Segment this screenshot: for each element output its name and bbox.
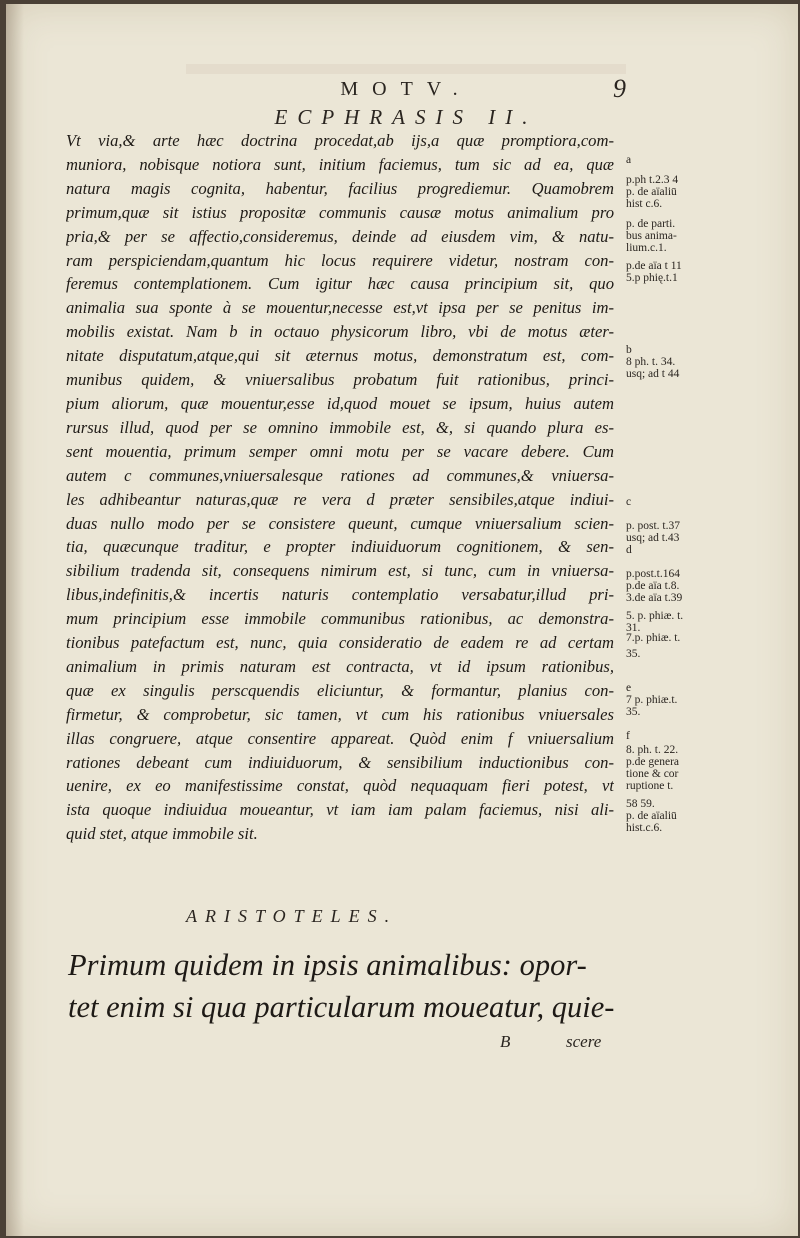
bleed-through-shadow	[186, 64, 626, 74]
text-line: les adhibeantur naturas,quæ re vera d præter sensibiles,atque indiui-	[66, 489, 614, 509]
text-line: animalium in primis naturam est contracta, vt id ipsum rationibus,	[66, 656, 614, 676]
text-line: animalia sua sponte à se mouentur,necesse est,vt ipsa per se penitus im-	[66, 298, 614, 318]
text-line: nitate disputatum,atque,qui sit æternus motus, demonstratum est, com-	[66, 346, 614, 366]
book-page	[6, 4, 798, 1236]
margin-note: a	[626, 154, 632, 166]
margin-note: p. de parti.	[626, 218, 676, 230]
aristotle-quote	[68, 944, 620, 1028]
quote-line: tet enim si qua particularum moueatur, quie-	[68, 990, 615, 1024]
margin-note: p.de aïa t.8.	[626, 580, 680, 592]
margin-note: 31.	[626, 622, 641, 634]
signature-mark: B	[500, 1032, 511, 1051]
aristotle-heading: ARISTOTELES.	[186, 906, 398, 926]
text-line: sibilium tradenda sit, consequens nimirum est, si tunc, cum in vniuersa-	[66, 561, 614, 581]
text-line: tia, quæcunque traditur, e propter indiuiduorum cognitionem, & sen-	[66, 537, 614, 557]
text-line: ram perspiciendam,quantum hic locus requirere videtur, nostram con-	[66, 250, 614, 270]
text-line: pium aliorum, quæ mouentur,esse id,quod mouet se ipsum, huius autem	[66, 393, 614, 413]
margin-note: p.post.t.164	[626, 568, 680, 580]
margin-note: tione & cor	[626, 768, 679, 780]
text-line: muniora, nobisque notiora sunt, initium faciemus, tum sic ad ea, quæ	[66, 154, 614, 174]
text-line: duas nullo modo per se consistere queunt, cumque vniuersalium scien-	[66, 513, 614, 533]
text-line: natura magis cognita, habentur, facilius progrediemur. Quamobrem	[66, 178, 614, 198]
page-header	[186, 74, 626, 130]
margin-note: p. de aïaliū	[626, 810, 677, 822]
margin-note: 5.p phię.t.1	[626, 272, 678, 284]
margin-note: d	[626, 544, 632, 556]
margin-note: 8 ph. t. 34.	[626, 356, 676, 368]
margin-note: lium.c.1.	[626, 242, 667, 254]
commentary-text	[66, 129, 614, 846]
margin-note: 58 59.	[626, 798, 655, 810]
text-line: pria,& per se affectio,consideremus, deinde ad eiusdem vim, & natu-	[66, 226, 614, 246]
margin-note: p.de genera	[626, 756, 679, 768]
margin-note: f	[626, 730, 630, 742]
text-line: mum principium esse immobile communibus rationibus, ac demonstra-	[66, 609, 614, 629]
text-line: munibus quidem, & vniuersalibus probatum fuit rationibus, princi-	[66, 370, 614, 390]
text-line: quid stet, atque immobile sit.	[66, 824, 258, 844]
margin-note: p.ph t.2.3 4	[626, 174, 679, 186]
text-line: firmetur, & comprobetur, sic tamen, vt cum his rationibus vniuersales	[66, 704, 614, 724]
text-line: mobilis existat. Nam b in octauo physicorum libro, vbi de motus æter-	[66, 322, 614, 342]
margin-note: 35.	[626, 648, 641, 660]
page-spine-shadow	[6, 4, 24, 1236]
margin-note: 3.de aïa t.39	[626, 592, 683, 604]
margin-note: usq; ad t 44	[626, 368, 680, 380]
margin-note: e	[626, 682, 632, 694]
text-line: sent mouentia, primum semper omni motu per se vacare debere. Cum	[66, 441, 614, 461]
margin-note: hist.c.6.	[626, 822, 663, 834]
text-line: ista quoque indiuidua moueantur, vt iam iam palam faciemus, nisi ali-	[66, 800, 614, 820]
running-title: MOTV.	[340, 78, 472, 100]
section-title: ECPHRASIS II.	[274, 105, 538, 129]
margin-note: 5. p. phiæ. t.	[626, 610, 684, 622]
text-line: tionibus patefactum est, nunc, quia consideratio de eadem re ad certam	[66, 633, 614, 653]
margin-note: p.de aïa t 11	[626, 260, 682, 272]
margin-note: 7 p. phiæ.t.	[626, 694, 678, 706]
page-number: 9	[613, 74, 626, 103]
margin-note: p. post. t.37	[626, 520, 680, 532]
margin-note: bus anima-	[626, 230, 677, 242]
margin-note: c	[626, 496, 632, 508]
text-line: libus,indefinitis,& incertis naturis contemplatio versabatur,illud pri-	[66, 585, 614, 605]
text-line: feremus contemplationem. Cum igitur hæc causa principium sit, quo	[66, 274, 614, 294]
text-line: primum,quæ sit istius propositæ communis causæ motus animalium pro	[66, 202, 614, 222]
margin-note: 7.p. phiæ. t.	[626, 632, 681, 644]
text-line: illas congruere, atque consentire appareat. Quòd enim f vniuersalium	[66, 728, 614, 748]
text-line: autem c communes,vniuersalesque rationes ad communes,& vniuersa-	[66, 465, 614, 485]
margin-note: usq; ad t.43	[626, 532, 680, 544]
text-line: rursus illud, quod per se omnino immobile est, &, si quando plura es-	[66, 417, 614, 437]
margin-note: 35.	[626, 706, 641, 718]
text-line: uenire, ex eo manifestissime constat, quòd nequaquam fieri potest, vt	[66, 776, 614, 796]
margin-note: ruptione t.	[626, 780, 674, 792]
margin-note: b	[626, 344, 632, 356]
text-line: Vt via,& arte hæc doctrina procedat,ab ijs,a quæ promptiora,com-	[66, 131, 614, 150]
text-line: quæ ex singulis perscquendis eliciuntur, & formantur, planius con-	[66, 680, 614, 700]
catchword: scere	[566, 1032, 602, 1051]
margin-note: p. de aïaliū	[626, 186, 677, 198]
margin-note: 8. ph. t. 22.	[626, 744, 679, 756]
quote-line: Primum quidem in ipsis animalibus: opor-	[68, 948, 587, 982]
margin-note: hist c.6.	[626, 198, 663, 210]
text-line: rationes debeant cum indiuiduorum, & sensibilium inductionibus con-	[66, 752, 614, 772]
